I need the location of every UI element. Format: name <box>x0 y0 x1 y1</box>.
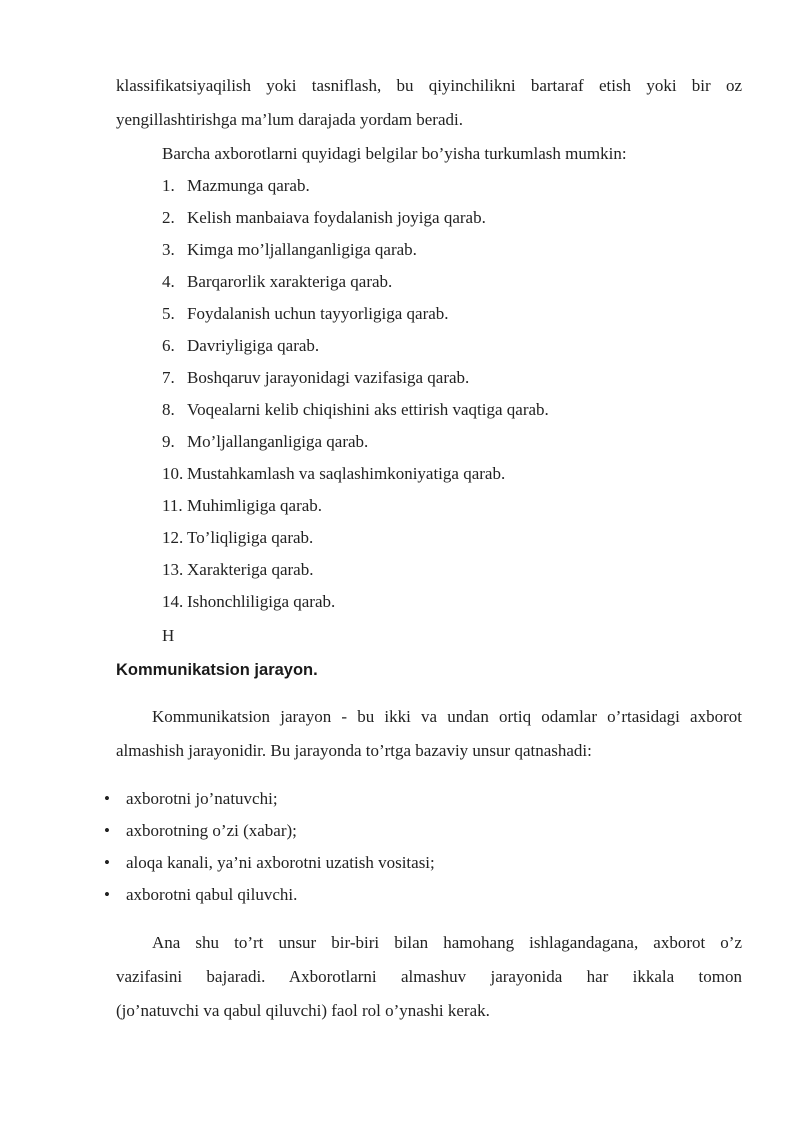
list-number: 6. <box>162 336 175 355</box>
stray-letter: H <box>162 626 175 645</box>
list-item <box>162 592 335 612</box>
list-text: Muhimligiga qarab. <box>187 496 323 515</box>
list-number: 8. <box>162 400 175 419</box>
bullet-item <box>104 853 435 873</box>
paragraph-2-line-3: (jo’natuvchi va qabul qiluvchi) faol rol o’ynashi kerak. <box>116 1001 490 1020</box>
bullet-marker: • <box>104 853 110 872</box>
list-item <box>162 464 505 484</box>
list-item <box>162 560 313 580</box>
list-text: To’liqligiga qarab. <box>187 528 314 547</box>
list-item <box>162 368 469 388</box>
list-text: Barqarorlik xarakteriga qarab. <box>187 272 393 291</box>
paragraph-2-line-1: Ana shu to’rt unsur bir-biri bilan hamohang ishlagandagana, axborot o’z <box>152 933 742 952</box>
list-number: 7. <box>162 368 175 387</box>
bullet-marker: • <box>104 821 110 840</box>
bullet-text: aloqa kanali, ya’ni axborotni uzatish vositasi; <box>126 853 435 872</box>
bullet-item <box>104 789 278 809</box>
bullet-text: axborotni jo’natuvchi; <box>126 789 278 808</box>
list-number: 13. <box>162 560 184 579</box>
bullet-marker: • <box>104 885 110 904</box>
list-item <box>162 304 449 324</box>
list-item <box>162 208 486 228</box>
bullet-text: axborotning o’zi (xabar); <box>126 821 297 840</box>
paragraph-2-line-2: vazifasini bajaradi. Axborotlarni almashuv jarayonida har ikkala tomon <box>116 967 742 986</box>
bullet-text: axborotni qabul qiluvchi. <box>126 885 298 904</box>
list-item <box>162 528 313 548</box>
intro-line-3: Barcha axborotlarni quyidagi belgilar bo’yisha turkumlash mumkin: <box>162 144 627 163</box>
list-item <box>162 272 392 292</box>
list-text: Kelish manbaiava foydalanish joyiga qarab. <box>187 208 486 227</box>
list-item <box>162 336 319 356</box>
paragraph-1-line-1: Kommunikatsion jarayon - bu ikki va undan ortiq odamlar o’rtasidagi axborot <box>152 707 742 726</box>
intro-line-1: klassifikatsiyaqilish yoki tasniflash, bu qiyinchilikni bartaraf etish yoki bir oz <box>116 76 742 95</box>
list-number: 1. <box>162 176 175 195</box>
paragraph-1-line-2: almashish jarayonidir. Bu jarayonda to’rtga bazaviy unsur qatnashadi: <box>116 741 592 760</box>
bullet-item <box>104 821 297 841</box>
list-number: 10. <box>162 464 184 483</box>
bullet-item <box>104 885 297 905</box>
list-item <box>162 240 417 260</box>
list-number: 5. <box>162 304 175 323</box>
intro-line-2: yengillashtirishga ma’lum darajada yordam beradi. <box>116 110 463 129</box>
list-text: Boshqaruv jarayonidagi vazifasiga qarab. <box>187 368 470 387</box>
list-text: Ishonchliligiga qarab. <box>187 592 336 611</box>
list-item <box>162 496 322 516</box>
list-number: 12. <box>162 528 184 547</box>
list-text: Mazmunga qarab. <box>187 176 310 195</box>
list-text: Mustahkamlash va saqlashimkoniyatiga qarab. <box>187 464 506 483</box>
list-text: Foydalanish uchun tayyorligiga qarab. <box>187 304 449 323</box>
list-number: 11. <box>162 496 183 515</box>
list-text: Xarakteriga qarab. <box>187 560 314 579</box>
list-number: 2. <box>162 208 175 227</box>
section-heading: Kommunikatsion jarayon. <box>116 661 318 679</box>
list-item <box>162 432 368 452</box>
list-number: 3. <box>162 240 175 259</box>
list-number: 4. <box>162 272 175 291</box>
bullet-marker: • <box>104 789 110 808</box>
list-text: Kimga mo’ljallanganligiga qarab. <box>187 240 417 259</box>
list-text: Davriyligiga qarab. <box>187 336 320 355</box>
list-number: 9. <box>162 432 175 451</box>
list-text: Voqealarni kelib chiqishini aks ettirish vaqtiga qarab. <box>187 400 549 419</box>
list-item <box>162 176 310 196</box>
list-number: 14. <box>162 592 184 611</box>
list-item <box>162 400 549 420</box>
list-text: Mo’ljallanganligiga qarab. <box>187 432 369 451</box>
